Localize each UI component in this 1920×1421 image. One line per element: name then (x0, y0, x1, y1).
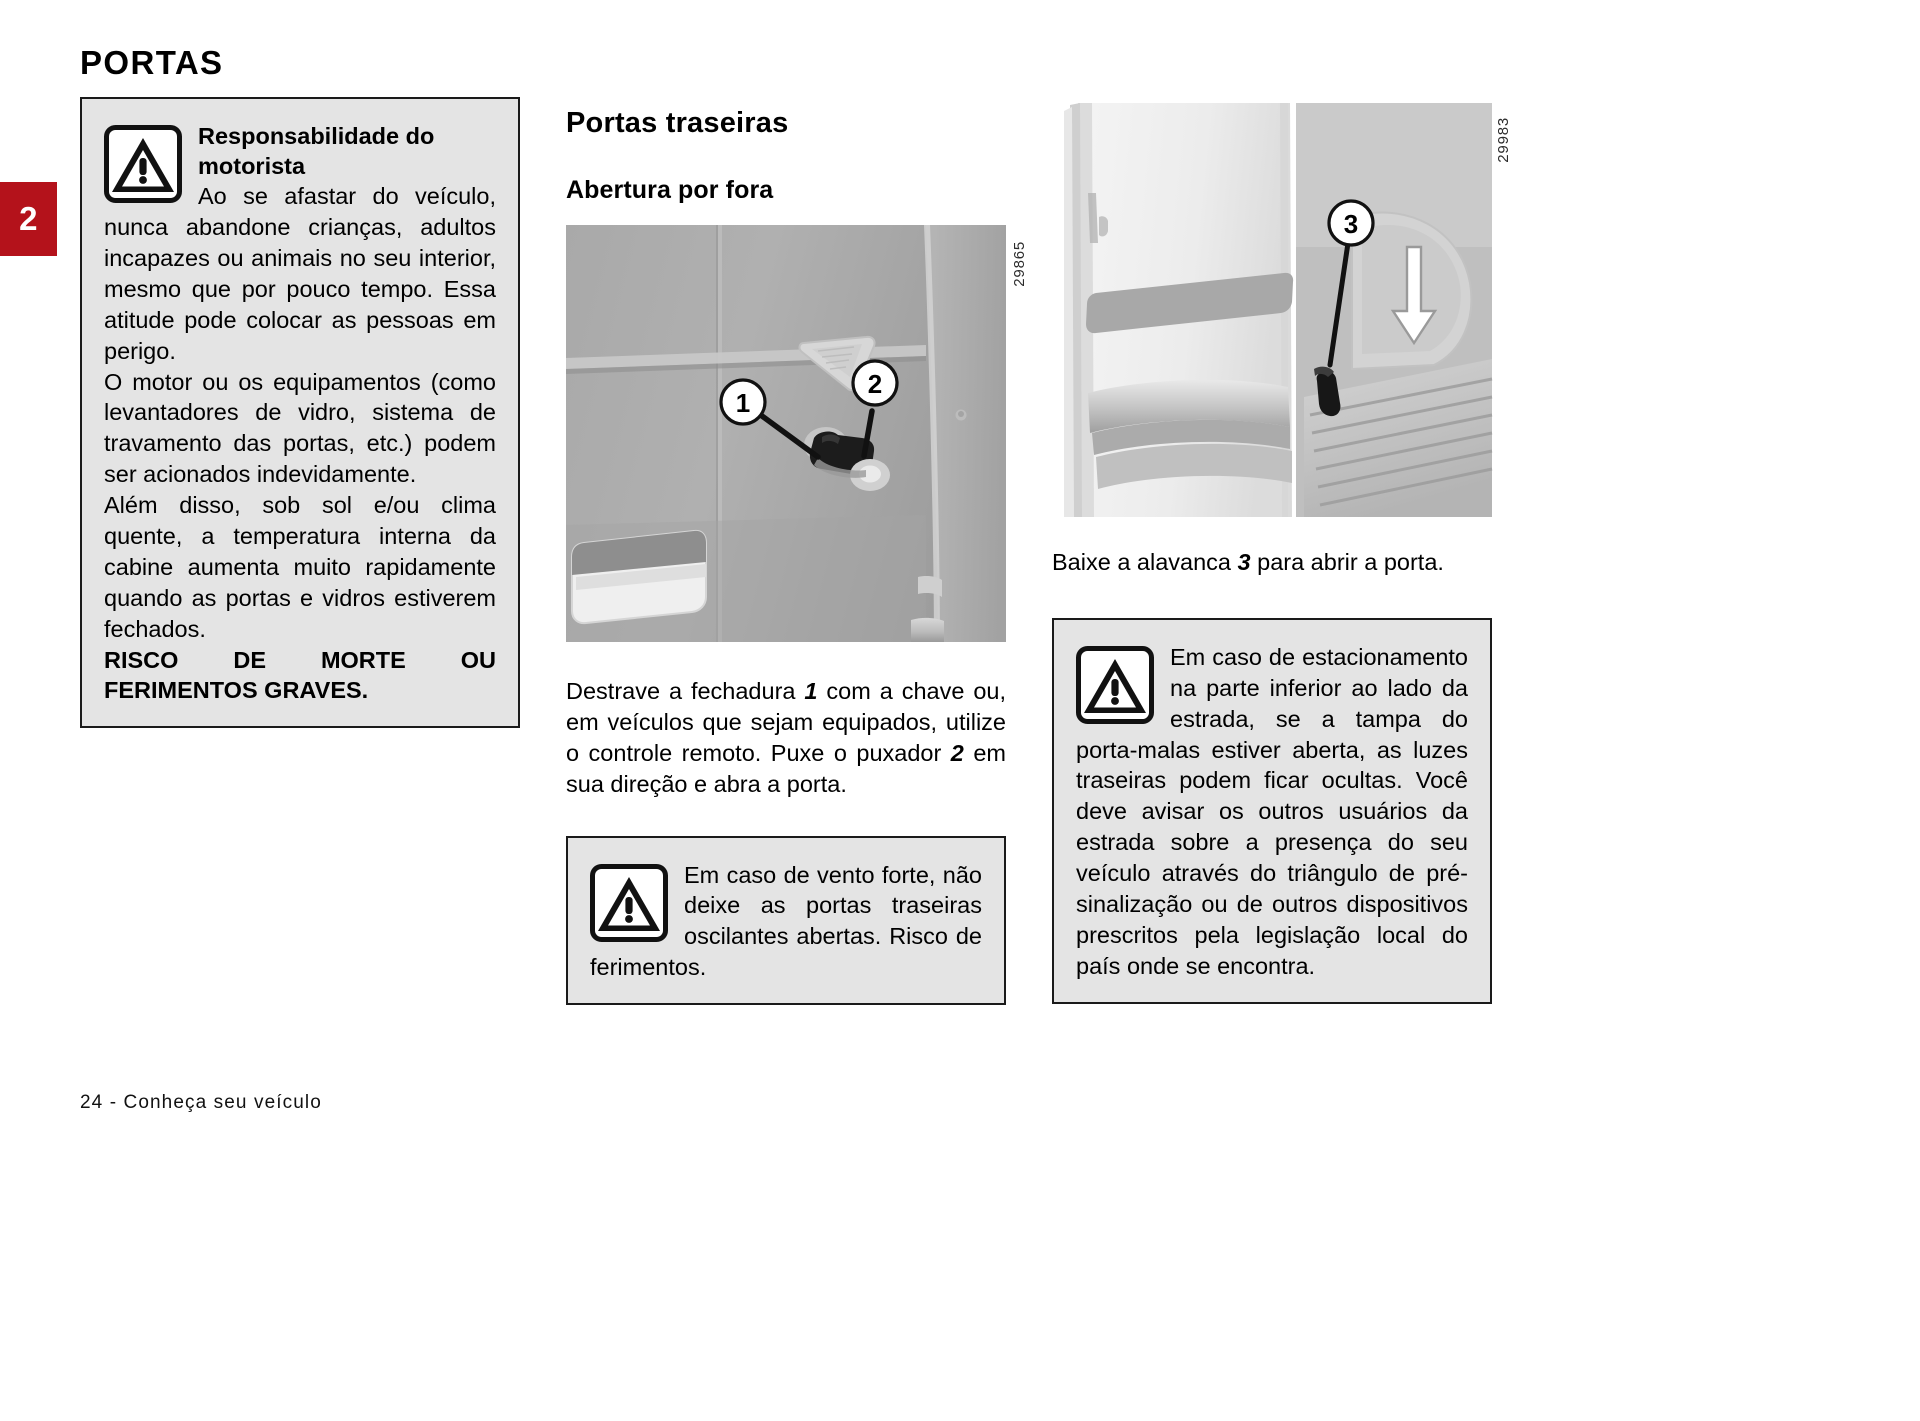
instruction-segment: em sua direção e abra a porta. (566, 739, 1006, 797)
warning-risk-statement: RISCO DE MORTE OU FERIMENTOS GRAVES. (104, 646, 496, 704)
strong-wind-warning-text: Em caso de vento forte, não deixe as portas traseiras oscilantes abertas. Risco de ferimentos. (590, 861, 982, 981)
driver-responsibility-warning-box (80, 97, 520, 728)
section-heading-rear-doors: Portas traseiras (566, 107, 789, 139)
svg-text:1: 1 (735, 388, 751, 418)
instruction-ref-3: 3 (1237, 549, 1251, 575)
warning-triangle-icon (104, 125, 182, 203)
subsection-heading-outside-opening: Abertura por fora (566, 176, 774, 204)
lever-instruction (1052, 547, 1492, 578)
svg-text:3: 3 (1343, 209, 1359, 239)
rear-door-opening-instruction (566, 676, 1006, 800)
rear-door-interior-illustration (1052, 97, 1492, 517)
warning-paragraph-3: Além disso, sob sol e/ou clima quente, a temperatura interna da cabine aumenta muito rapidamente quando as portas e vidros estiverem fechados. (104, 492, 496, 642)
instruction-segment: para abrir a porta. (1250, 549, 1444, 575)
svg-text:2: 2 (867, 369, 883, 399)
left-column (80, 97, 520, 728)
parking-visibility-warning-box (1052, 618, 1492, 1004)
warning-triangle-icon (590, 864, 668, 942)
figure-reference-number: 29983 (1495, 117, 1512, 163)
figure-rear-door-interior (1052, 97, 1512, 517)
instruction-segment: Destrave a fechadura (566, 678, 805, 704)
strong-wind-warning-box (566, 836, 1006, 1006)
right-column (1052, 97, 1512, 1004)
chapter-number-tab: 2 (0, 182, 57, 256)
warning-heading: Responsabilidade do motorista (198, 123, 435, 180)
warning-triangle-icon (1076, 646, 1154, 724)
page-title: PORTAS (80, 44, 224, 81)
instruction-ref-2: 2 (950, 739, 964, 766)
warning-paragraph-1: Ao se afastar do veículo, nunca abandone crianças, adultos incapazes ou animais no seu interior, mesmo que por pouco tempo. Essa atitude pode colocar as pessoas em perigo. (104, 183, 496, 364)
page-footer: 24 - Conheça seu veículo (80, 1092, 322, 1113)
instruction-segment: com a chave ou, em veículos que sejam equipados, utilize o controle remoto. Puxe o puxador (566, 678, 1006, 766)
rear-doors-exterior-illustration (566, 225, 1006, 642)
figure-reference-number: 29865 (1011, 241, 1028, 287)
instruction-segment: Baixe a alavanca (1052, 549, 1238, 575)
figure-rear-doors-exterior (566, 225, 1028, 642)
warning-paragraph-2: O motor ou os equipamentos (como levantadores de vidro, sistema de travamento das portas, etc.) podem ser acionados indevidamente. (104, 368, 496, 488)
parking-visibility-warning-text: Em caso de estacionamento na parte inferior ao lado da estrada, se a tampa do porta-malas estiver aberta, as luzes traseiras podem ficar ocultas. Você deve avisar os outros usuários da estrada sobre a presença do seu veículo através do triângulo de pré-sinalização ou de outros dispositivos prescritos pela legislação local do país onde se encontra. (1076, 643, 1468, 979)
instruction-ref-1: 1 (804, 678, 818, 704)
middle-column (566, 97, 1028, 1005)
